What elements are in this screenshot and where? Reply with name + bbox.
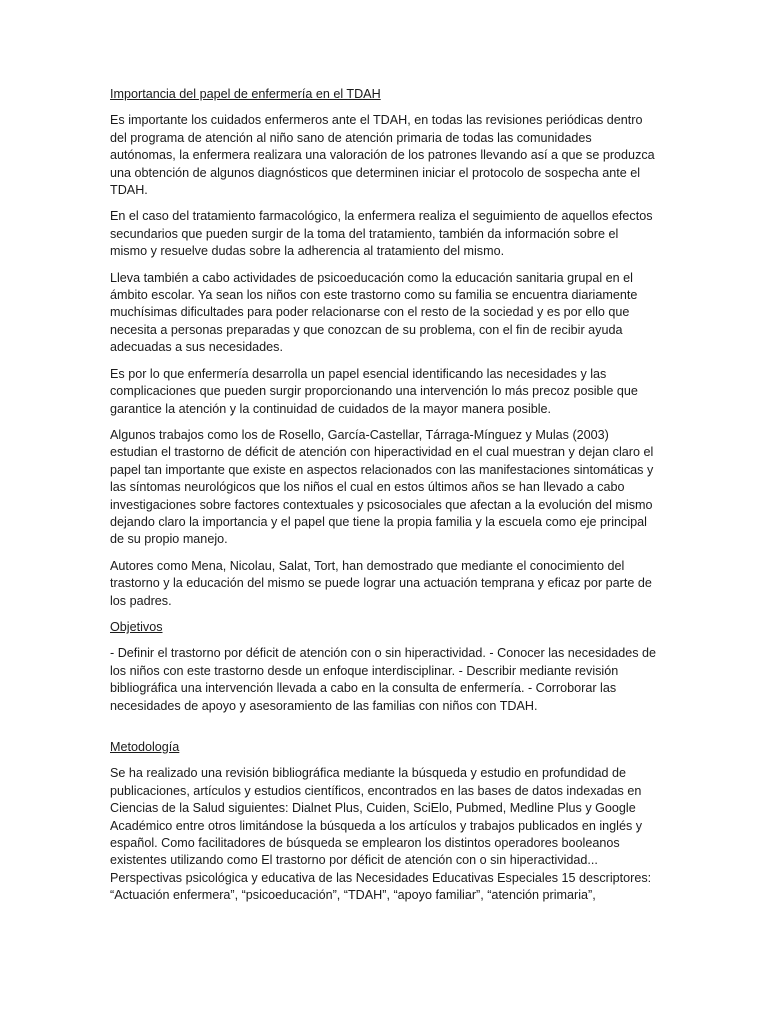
paragraph-papel-esencial: Es por lo que enfermería desarrolla un papel esencial identificando las necesidades y las complicaciones que pueden surgir proporcionando una intervención lo más precoz posible que garantice la atención y la continuidad de cuidados de la mayor manera posible. <box>110 366 638 416</box>
metodologia-heading: Metodología <box>110 740 180 754</box>
document-body <box>110 86 658 914</box>
metodologia-text: Se ha realizado una revisión bibliográfica mediante la búsqueda y estudio en profundidad de publicaciones, artículos y estudios científicos, encontrados en las bases de datos indexadas en Ciencias de la Salud siguientes: Dialnet Plus, Cuiden, SciElo, Pubmed, Medline Plus y Google Académico entre otros limitándose la búsqueda a los artículos y trabajos publicados en inglés y español. Como facilitadores de búsqueda se emplearon los distintos operadores booleanos existentes utilizando como El trastorno por déficit de atención con o sin hiperactividad... Perspectivas psicológica y educativa de las Necesidades Educativas Especiales 15 descriptores: “Actuación enfermera”, “psicoeducación”, “TDAH”, “apoyo familiar”, “atención primaria”, <box>110 766 652 903</box>
paragraph-psicoeducacion: Lleva también a cabo actividades de psicoeducación como la educación sanitaria grupal en el ámbito escolar. Ya sean los niños con este trastorno como su familia se encuentra diariamente muchísimas dificultades para poder relacionarse con el resto de la sociedad y es por ello que necesita a personas preparadas y que conozcan de su problema, con el fin de recibir ayuda adecuadas a sus necesidades. <box>110 270 638 355</box>
paragraph-autores: Autores como Mena, Nicolau, Salat, Tort, han demostrado que mediante el conocimiento del trastorno y la educación del mismo se puede lograr una actuación temprana y eficaz por parte de los padres. <box>110 558 652 608</box>
objetivos-heading: Objetivos <box>110 619 163 634</box>
paragraph-tratamiento: En el caso del tratamiento farmacológico, la enfermera realiza el seguimiento de aquellos efectos secundarios que pueden surgir de la toma del tratamiento, también da información sobre el mismo y resuelve dudas sobre la adherencia al tratamiento del mismo. <box>110 209 653 259</box>
document-title: Importancia del papel de enfermería en el TDAH <box>110 87 381 101</box>
objetivos-text: - Definir el trastorno por déficit de atención con o sin hiperactividad. - Conocer las necesidades de los niños con este trastorno desde un enfoque interdisciplinar. - Describir mediante revisión bibliográfica una intervención llevada a cabo en la consulta de enfermería. - Corroborar las necesidades de apoyo y asesoramiento de las familias con niños con TDAH. <box>110 646 657 713</box>
paragraph-cuidados: Es importante los cuidados enfermeros ante el TDAH, en todas las revisiones periódicas dentro del programa de atención al niño sano de atención primaria de todas las comunidades autónomas, la enfermera realizara una valoración de los patrones llevando así a que se produzca una obtención de algunos diagnósticos que determinen iniciar el protocolo de sospecha ante el TDAH. <box>110 113 655 198</box>
paragraph-trabajos: Algunos trabajos como los de Rosello, García-Castellar, Tárraga-Mínguez y Mulas (2003) estudian el trastorno de déficit de atención con hiperactividad en el cual muestran y dejan claro el papel tan importante que existe en aspectos relacionados con las manifestaciones sintomáticas y las síntomas neurológicos que los niños el cual en estos últimos años se han llevado a cabo investigaciones sobre factores contextuales y psicosociales que afectan a la evolución del mismo dejando claro la importancia y el papel que tiene la propia familia y la escuela como eje principal de su propio manejo. <box>110 427 654 547</box>
